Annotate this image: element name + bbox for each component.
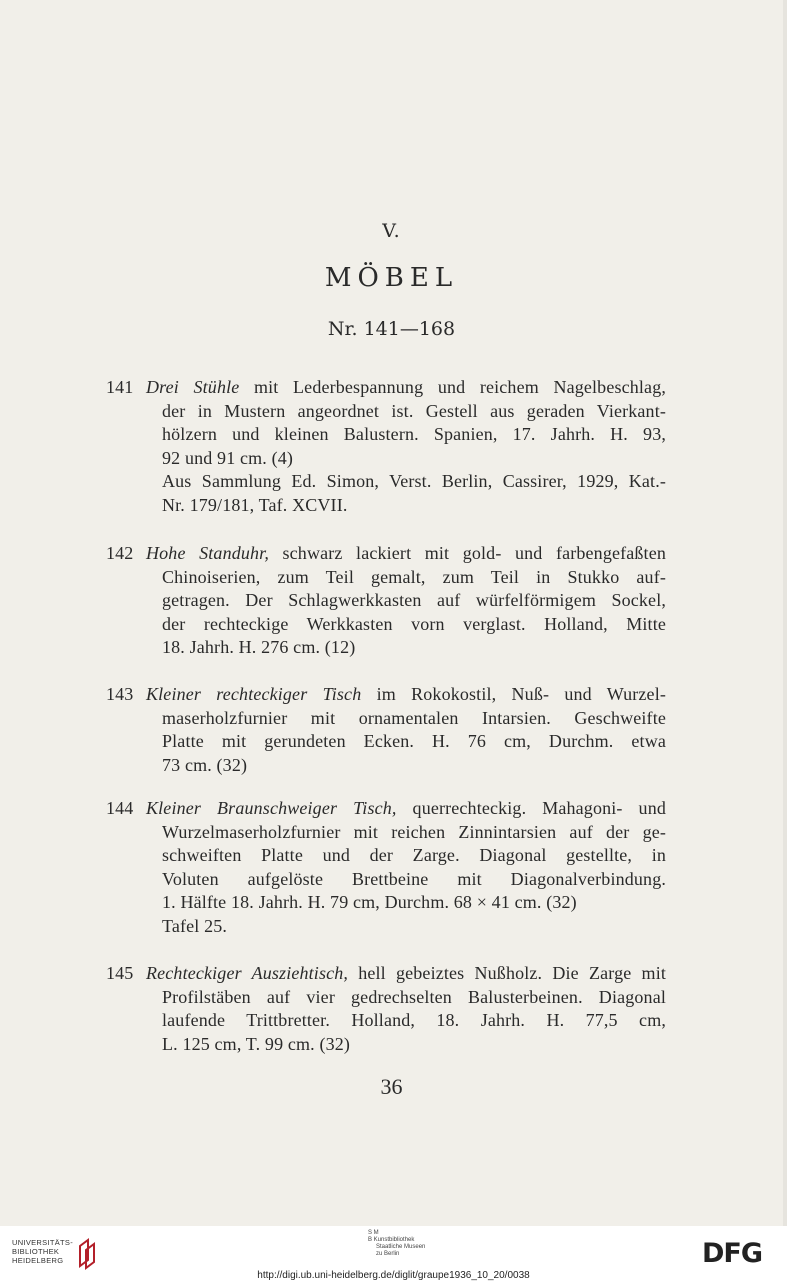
entry-line: Nr. 179/181, Taf. XCVII. bbox=[162, 494, 348, 515]
sm-kunstbibliothek-logo[interactable]: S M B Kunstbibliothek Staatliche Museen zu Berlin bbox=[368, 1230, 426, 1257]
section-title: MÖBEL bbox=[324, 263, 459, 293]
entry-title: Rechteckiger Ausziehtisch, bbox=[146, 963, 349, 983]
entry-line: der in Mustern angeordnet ist. Gestell aus geraden Vierkant- bbox=[162, 400, 666, 421]
entry-number: 142 bbox=[106, 543, 134, 563]
footer-bar bbox=[0, 1226, 787, 1282]
catalog-entry bbox=[106, 542, 666, 660]
entry-body bbox=[146, 797, 667, 939]
entry-body bbox=[146, 376, 667, 518]
section-number: V. bbox=[382, 220, 401, 242]
entry-line: getragen. Der Schlagwerkkasten auf würfelförmigem Sockel, bbox=[162, 590, 666, 611]
entry-line: Wurzelmaserholzfurnier mit reichen Zinnintarsien auf der ge- bbox=[162, 821, 666, 842]
entry-number: 141 bbox=[106, 377, 134, 397]
entry-line: 18. Jahrh. H. 276 cm. (12) bbox=[162, 637, 356, 658]
entry-line: Hohe Standuhr, schwarz lackiert mit gold- und farbengefaßten bbox=[146, 543, 666, 563]
page-number: 36 bbox=[380, 1074, 403, 1099]
catalog-entry bbox=[106, 683, 666, 777]
entry-title: Kleiner rechteckiger Tisch bbox=[146, 684, 362, 704]
entry-title: Hohe Standuhr, bbox=[146, 543, 269, 563]
entry-number: 144 bbox=[106, 798, 134, 818]
entry-number: 145 bbox=[106, 963, 134, 983]
entry-line: Tafel 25. bbox=[162, 915, 228, 936]
entry-line: Profilstäben auf vier gedrechselten Balusterbeinen. Diagonal bbox=[162, 986, 666, 1007]
entry-line: 73 cm. (32) bbox=[162, 754, 248, 775]
entry-line: hölzern und kleinen Balustern. Spanien, 17. Jahrh. H. 93, bbox=[162, 424, 666, 445]
catalog-entry bbox=[106, 376, 666, 518]
catalog-entry bbox=[106, 962, 666, 1056]
entry-body bbox=[146, 962, 666, 1056]
entry-line: Voluten aufgelöste Brettbeine mit Diagonalverbindung. bbox=[162, 868, 666, 889]
entry-line: Kleiner rechteckiger Tisch im Rokokostil, Nuß- und Wurzel- bbox=[146, 684, 666, 704]
entry-line: 92 und 91 cm. (4) bbox=[162, 447, 294, 468]
university-mark-icon bbox=[76, 1236, 98, 1270]
entry-line: L. 125 cm, T. 99 cm. (32) bbox=[162, 1033, 351, 1054]
page-edge bbox=[783, 0, 787, 1226]
entry-number: 143 bbox=[106, 684, 134, 704]
entry-body bbox=[146, 683, 666, 777]
entry-line: 1. Hälfte 18. Jahrh. H. 79 cm, Durchm. 68 × 41 cm. (32) bbox=[162, 892, 577, 913]
source-url-link[interactable]: http://digi.ub.uni-heidelberg.de/diglit/graupe1936_10_20/0038 bbox=[257, 1270, 530, 1281]
university-name: UNIVERSITÄTS- BIBLIOTHEK HEIDELBERG bbox=[12, 1238, 73, 1265]
entry-title: Kleiner Braunschweiger Tisch, bbox=[146, 798, 397, 818]
entry-line: der rechteckige Werkkasten vorn verglast. Holland, Mitte bbox=[162, 613, 666, 634]
entry-line: maserholzfurnier mit ornamentalen Intarsien. Geschweifte bbox=[162, 707, 666, 728]
university-library-logo[interactable] bbox=[12, 1236, 102, 1270]
entry-line: Drei Stühle mit Lederbespannung und reichem Nagelbeschlag, bbox=[146, 377, 667, 397]
entry-line: schweiften Platte und der Zarge. Diagonal gestellte, in bbox=[162, 845, 666, 866]
entry-line: Aus Sammlung Ed. Simon, Verst. Berlin, Cassirer, 1929, Kat.- bbox=[162, 471, 666, 492]
entry-line: Platte mit gerundeten Ecken. H. 76 cm, Durchm. etwa bbox=[162, 731, 666, 752]
catalog-entry bbox=[106, 797, 666, 939]
entry-line: Rechteckiger Ausziehtisch, hell gebeiztes Nußholz. Die Zarge mit bbox=[146, 963, 666, 983]
entry-line: Kleiner Braunschweiger Tisch, querrechteckig. Mahagoni- und bbox=[146, 798, 667, 818]
entry-title: Drei Stühle bbox=[146, 377, 240, 397]
section-range: Nr. 141—168 bbox=[327, 318, 456, 340]
entry-line: Chinoiserien, zum Teil gemalt, zum Teil in Stukko auf- bbox=[162, 566, 666, 587]
dfg-logo[interactable]: DFG bbox=[702, 1238, 763, 1269]
entry-line: laufende Trittbretter. Holland, 18. Jahrh. H. 77,5 cm, bbox=[162, 1010, 666, 1031]
entry-body bbox=[146, 542, 666, 660]
